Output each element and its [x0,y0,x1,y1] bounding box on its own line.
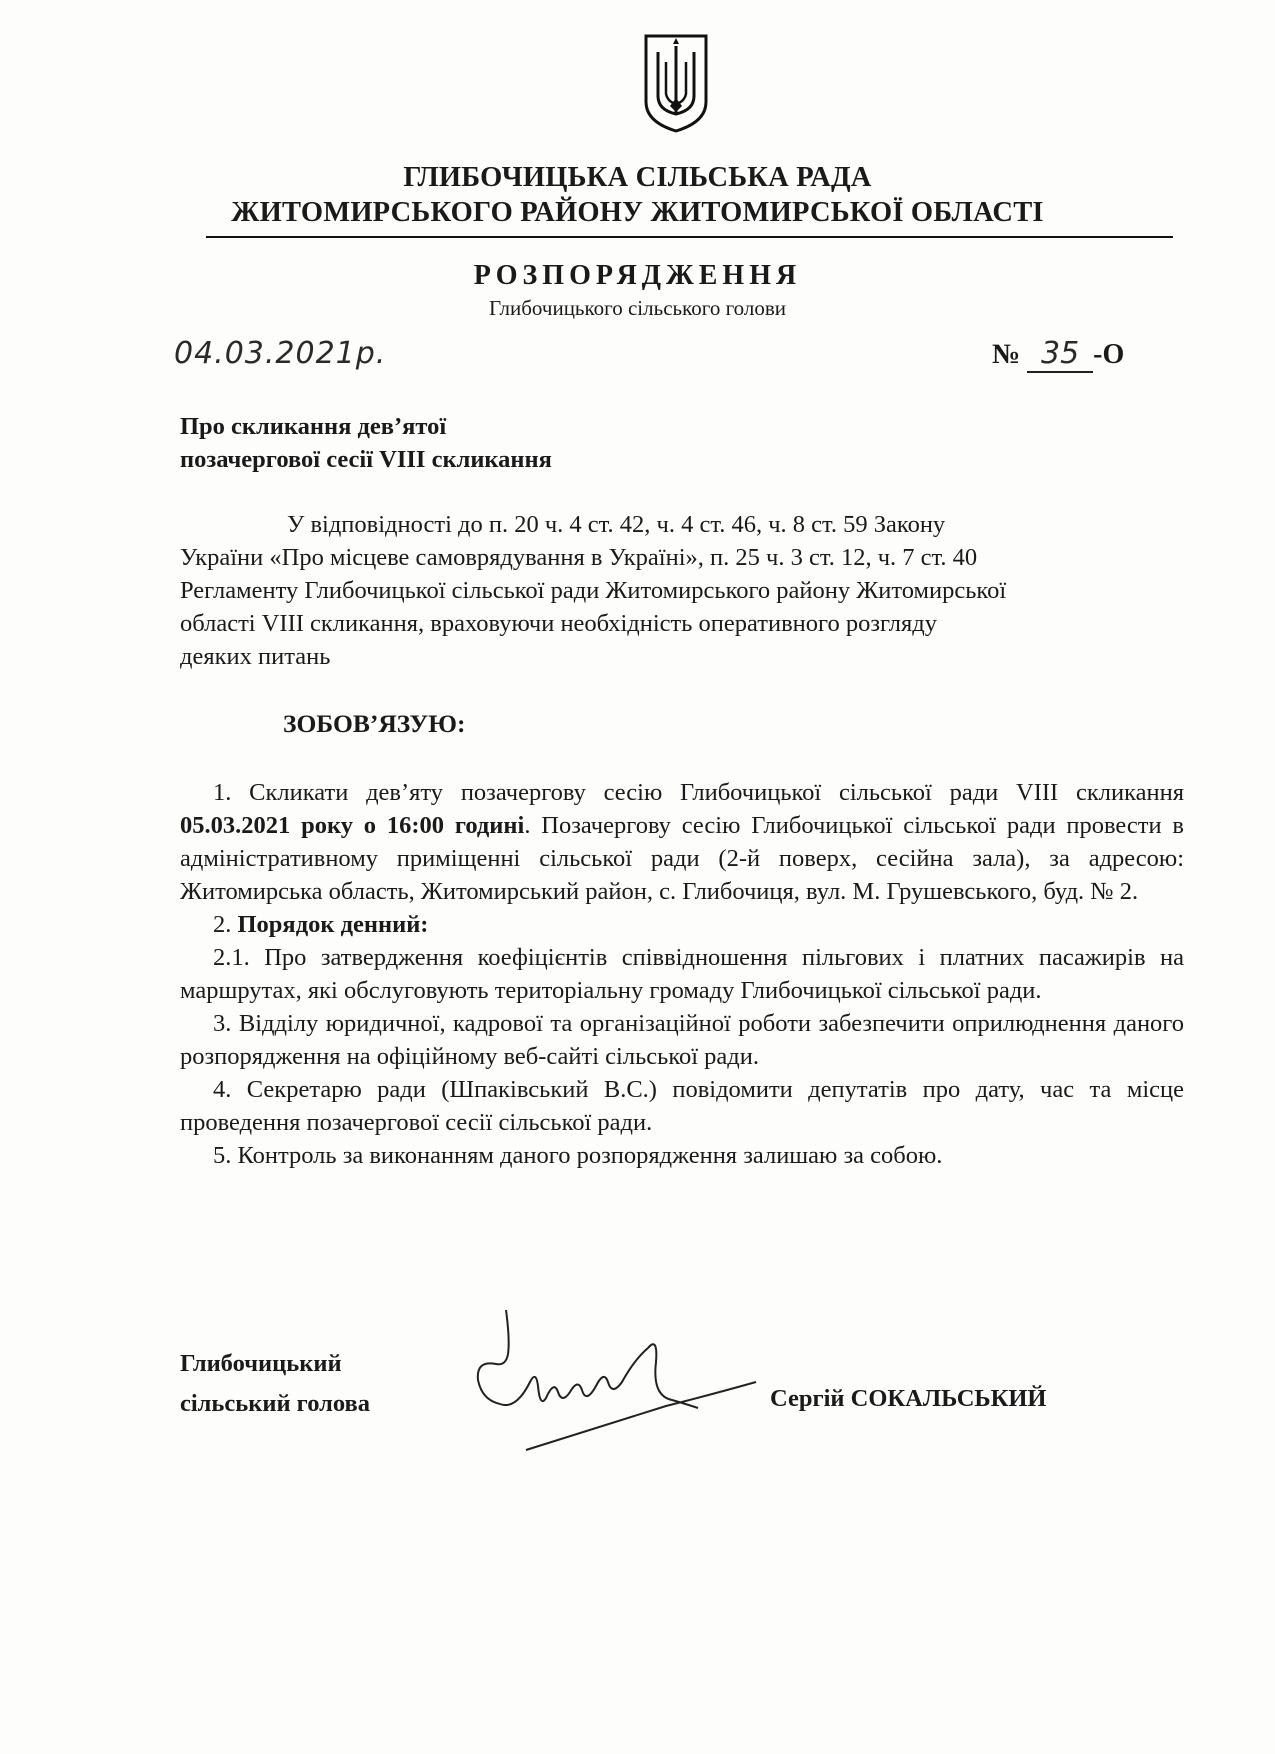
preamble-line: Регламенту Глибочицької сільської ради Житомирського району Житомирської [180,577,1007,604]
preamble-line: деяких питань [180,643,331,670]
item-1-text-cont: . Позачергову сесію Глибочицької сільської ради провести в адміністративному приміщенні сільської ради (2-й поверх, сесійна зала), за адресою: Житомирська область, Житомирський район, с. Глибочиця, вул. М. Грушевського, буд. № 2. [180,812,1184,905]
preamble [180,508,1184,673]
preamble-line: області VIII скликання, враховуючи необхідність оперативного розгляду [180,610,938,637]
document-number [992,336,1124,373]
position-line1: Глибочицький [180,1350,342,1377]
item-1-text: 1. Скликати дев’яту позачергову сесію Глибочицької сільської ради VIII скликання [213,779,1184,806]
order-item-1 [180,776,1184,908]
coat-of-arms-icon [640,32,712,134]
position-line2: сільський голова [180,1390,370,1417]
agenda-label: Порядок денний: [237,911,429,938]
org-name-line2: ЖИТОМИРСЬКОГО РАЙОНУ ЖИТОМИРСЬКОЇ ОБЛАСТІ [231,197,1044,228]
session-datetime: 05.03.2021 року о 16:00 годині [180,812,525,839]
order-item-5: 5. Контроль за виконанням даного розпорядження залишаю за собою. [213,1142,943,1169]
number-prefix: № [992,339,1021,370]
order-item-2-1: 2.1. Про затвердження коефіцієнтів співвідношення пільгових і платних пасажирів на маршрутах, які обслуговують територіальну громаду Глибочицької сільської ради. [180,944,1184,1004]
number-value: 35 [1027,336,1093,373]
signatory-name: Сергій СОКАЛЬСЬКИЙ [770,1385,1047,1412]
handwritten-signature [466,1300,766,1490]
document-type: РОЗПОРЯДЖЕННЯ [473,260,802,291]
item-2-number: 2. [213,911,238,938]
oblige-heading: ЗОБОВ’ЯЗУЮ: [283,709,466,738]
order-item-4: 4. Секретарю ради (Шпаківський В.С.) повідомити депутатів про дату, час та місце проведення позачергової сесії сільської ради. [180,1076,1184,1136]
issuer-line: Глибочицького сільського голови [488,296,787,320]
document-date: 04.03.2021р. [174,336,387,371]
org-name-line1: ГЛИБОЧИЦЬКА СІЛЬСЬКА РАДА [403,162,872,193]
order-item-3: 3. Відділу юридичної, кадрової та організаційної роботи забезпечити оприлюднення даного розпорядження на офіційному веб-сайті сільської ради. [180,1010,1184,1070]
header-divider [206,236,1173,238]
number-suffix: -О [1093,339,1125,370]
order-items [180,776,1184,1172]
preamble-line: У відповідності до п. 20 ч. 4 ст. 42, ч. 4 ст. 46, ч. 8 ст. 59 Закону [287,511,946,538]
order-item-2 [180,908,1184,941]
subject-line1: Про скликання дев’ятої [180,413,447,440]
subject-line2: позачергової сесії VIII скликання [180,446,552,473]
preamble-line: України «Про місцеве самоврядування в Україні», п. 25 ч. 3 ст. 12, ч. 7 ст. 40 [180,544,978,571]
subject-heading [180,410,552,476]
signatory-position [180,1344,370,1424]
